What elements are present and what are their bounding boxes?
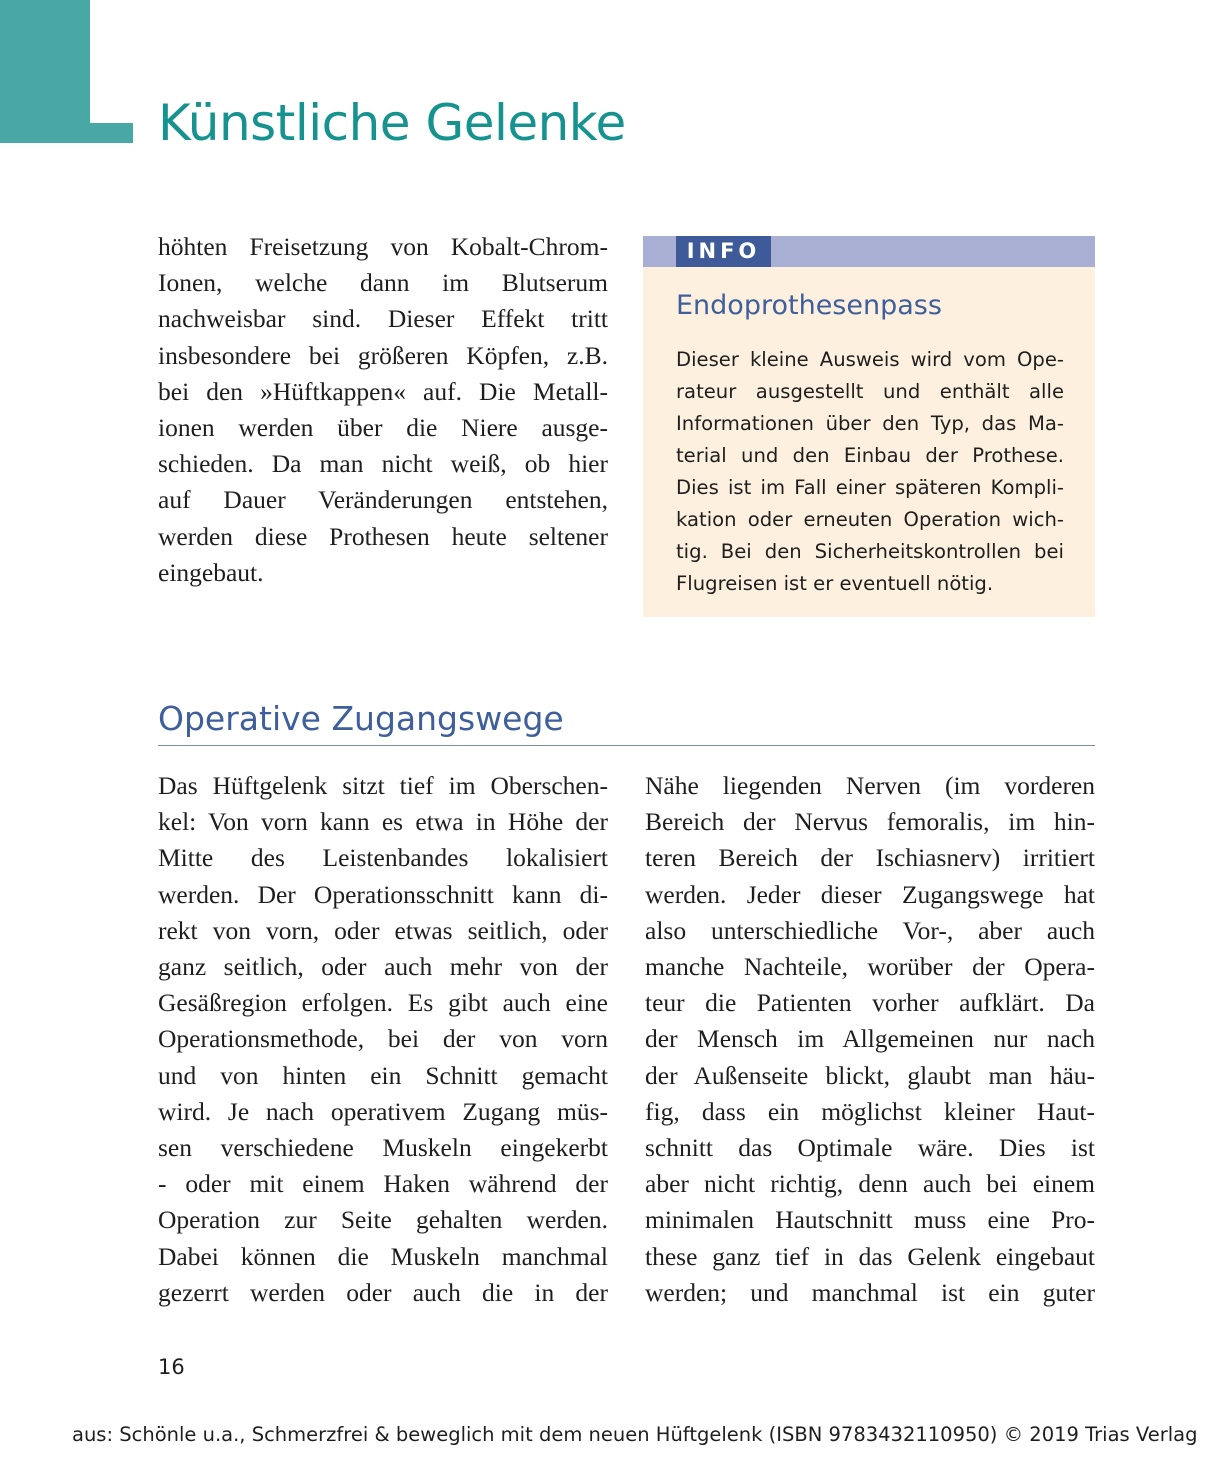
info-line: Dies ist im Fall einer späteren Kompli- bbox=[676, 476, 1064, 499]
corner-bracket-horizontal bbox=[0, 123, 133, 143]
text-line: manche Nachteile, worüber der Opera- bbox=[645, 952, 1095, 982]
text-line: höhten Freisetzung von Kobalt-Chrom- bbox=[158, 232, 608, 261]
text-line: der Mensch im Allgemeinen nur nach bbox=[645, 1024, 1095, 1054]
page-number: 16 bbox=[158, 1355, 185, 1379]
info-header-bar bbox=[643, 236, 1095, 267]
source-citation: aus: Schönle u.a., Schmerzfrei & beweglich mit dem neuen Hüftgelenk (ISBN 9783432110950) © 2019 Trias Verlag bbox=[72, 1423, 1198, 1446]
text-line: Dabei können die Muskeln manchmal bbox=[158, 1241, 608, 1271]
info-text bbox=[676, 344, 1064, 600]
info-line: Flugreisen ist er eventuell nötig. bbox=[676, 572, 994, 595]
chapter-title: Künstliche Gelenke bbox=[158, 94, 626, 152]
text-line: auf Dauer Veränderungen entstehen, bbox=[158, 485, 608, 515]
text-line: Das Hüftgelenk sitzt tief im Oberschen- bbox=[158, 771, 608, 800]
text-line: werden. Jeder dieser Zugangswege hat bbox=[645, 879, 1095, 909]
text-line: der Außenseite blickt, glaubt man häu- bbox=[645, 1060, 1095, 1090]
text-line: schieden. Da man nicht weiß, ob hier bbox=[158, 449, 608, 479]
section-heading: Operative Zugangswege bbox=[158, 699, 564, 738]
text-line: werden; und manchmal ist ein guter bbox=[645, 1277, 1095, 1307]
text-line: teur die Patienten vorher aufklärt. Da bbox=[645, 988, 1095, 1018]
info-line: kation oder erneuten Operation wich- bbox=[676, 508, 1064, 531]
text-line: werden diese Prothesen heute seltener bbox=[158, 521, 608, 551]
intro-paragraph bbox=[158, 229, 608, 591]
text-line: eingebaut. bbox=[158, 557, 264, 587]
text-line: ganz seitlich, oder auch mehr von der bbox=[158, 952, 608, 982]
info-line: Dieser kleine Ausweis wird vom Ope- bbox=[676, 348, 1064, 371]
text-line: Gesäßregion erfolgen. Es gibt auch eine bbox=[158, 988, 608, 1018]
text-line: also unterschiedliche Vor-, aber auch bbox=[645, 915, 1095, 945]
info-heading: Endoprothesenpass bbox=[676, 290, 942, 321]
text-line: gezerrt werden oder auch die in der bbox=[158, 1277, 608, 1307]
text-line: wird. Je nach operativem Zugang müs- bbox=[158, 1096, 608, 1126]
text-line: Mitte des Leistenbandes lokalisiert bbox=[158, 843, 608, 873]
text-line: sen verschiedene Muskeln eingekerbt bbox=[158, 1133, 608, 1163]
corner-bracket-vertical bbox=[0, 0, 90, 143]
info-tag: INFO bbox=[676, 236, 771, 267]
text-line: schnitt das Optimale wäre. Dies ist bbox=[645, 1133, 1095, 1163]
text-line: aber nicht richtig, denn auch bei einem bbox=[645, 1169, 1095, 1199]
info-line: tig. Bei den Sicherheitskontrollen bei bbox=[676, 540, 1064, 563]
section-divider bbox=[158, 745, 1095, 746]
text-line: minimalen Hautschnitt muss eine Pro- bbox=[645, 1205, 1095, 1235]
text-line: bei den »Hüftkappen« auf. Die Metall- bbox=[158, 376, 608, 406]
text-line: Ionen, welche dann im Blutserum bbox=[158, 268, 608, 298]
text-line: und von hinten ein Schnitt gemacht bbox=[158, 1060, 608, 1090]
text-line: kel: Von vorn kann es etwa in Höhe der bbox=[158, 807, 608, 837]
text-line: Operationsmethode, bei der von vorn bbox=[158, 1024, 608, 1054]
text-line: insbesondere bei größeren Köpfen, z.B. bbox=[158, 340, 608, 370]
text-line: Operation zur Seite gehalten werden. bbox=[158, 1205, 608, 1235]
info-line: rateur ausgestellt und enthält alle bbox=[676, 380, 1064, 403]
text-line: nachweisbar sind. Dieser Effekt tritt bbox=[158, 304, 608, 334]
text-line: rekt von vorn, oder etwas seitlich, oder bbox=[158, 915, 608, 945]
text-line: these ganz tief in das Gelenk eingebaut bbox=[645, 1241, 1095, 1271]
text-line: fig, dass ein möglichst kleiner Haut- bbox=[645, 1096, 1095, 1126]
info-line: Informationen über den Typ, das Ma- bbox=[676, 412, 1064, 435]
info-line: terial und den Einbau der Prothese. bbox=[676, 444, 1064, 467]
text-line: ionen werden über die Niere ausge- bbox=[158, 413, 608, 443]
text-line: werden. Der Operationsschnitt kann di- bbox=[158, 879, 608, 909]
text-line: - oder mit einem Haken während der bbox=[158, 1169, 608, 1199]
text-line: Bereich der Nervus femoralis, im hin- bbox=[645, 807, 1095, 837]
text-line: Nähe liegenden Nerven (im vorderen bbox=[645, 771, 1095, 800]
section-column-left bbox=[158, 768, 608, 1311]
section-column-right bbox=[645, 768, 1095, 1311]
info-box bbox=[643, 236, 1095, 617]
text-line: teren Bereich der Ischiasnerv) irritiert bbox=[645, 843, 1095, 873]
